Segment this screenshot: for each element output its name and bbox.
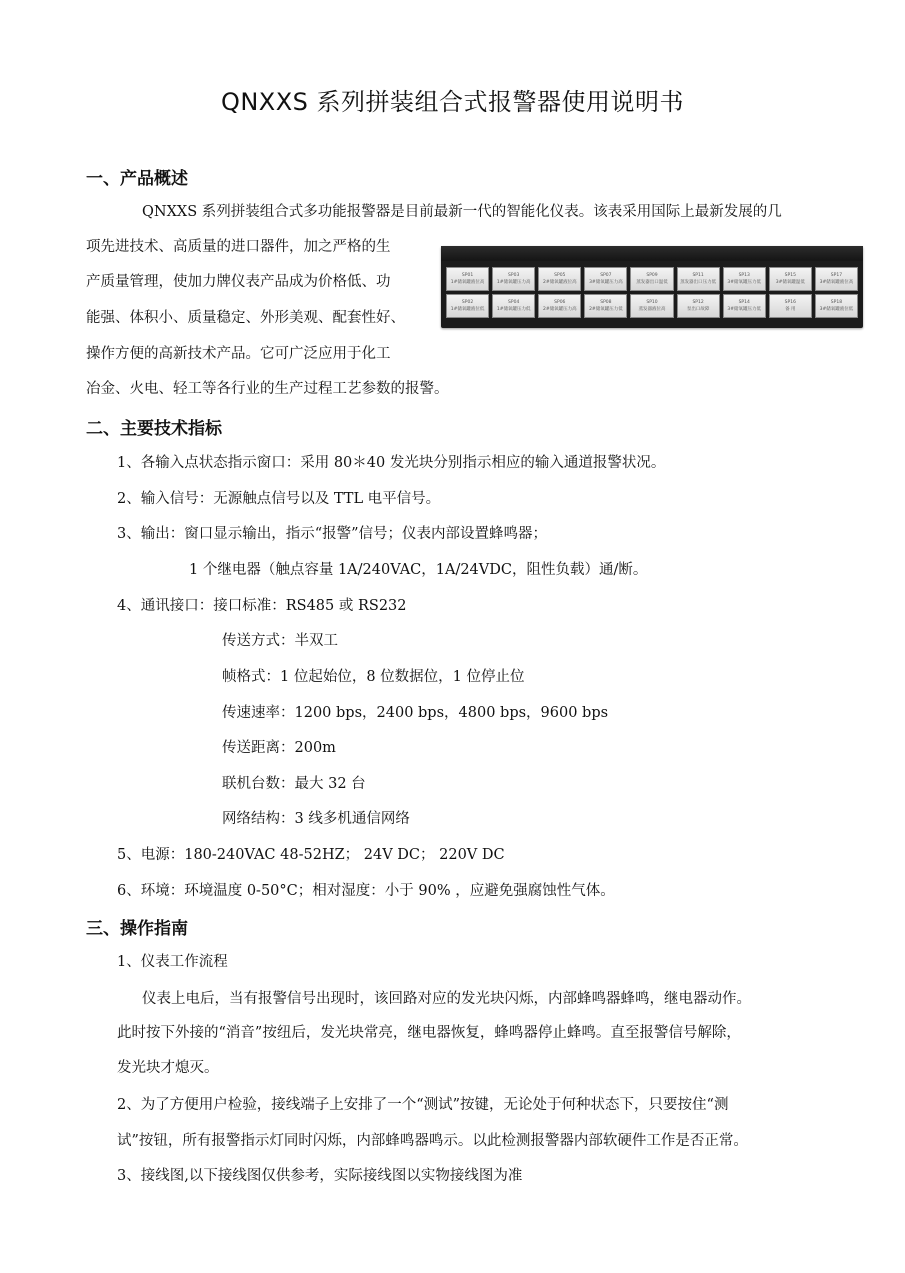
indicator-label: 1#储氧罐压力高: [496, 280, 531, 285]
indicator-window: [723, 294, 766, 318]
indicator-label: 2#储氧罐压力高: [542, 307, 577, 312]
s1-line-3: 产质量管理，使加力牌仪表产品成为价格低、功: [86, 274, 391, 290]
indicator-window: [677, 294, 720, 318]
indicator-window: [446, 294, 489, 318]
indicator-code: SP05: [554, 273, 566, 278]
indicator-code: SP16: [784, 300, 796, 305]
s1-line-1: QNXXS 系列拼装组合式多功能报警器是目前最新一代的智能化仪表。该表采用国际上最新发展的几: [142, 204, 782, 220]
indicator-code: SP10: [646, 300, 658, 305]
indicator-window: [584, 294, 627, 318]
indicator-code: SP14: [738, 300, 750, 305]
s2-item-4-units: 联机台数：最大 32 台: [222, 776, 366, 792]
section-2-heading: 二、主要技术指标: [86, 419, 222, 439]
indicator-label: 2#储氧罐压力低: [589, 307, 623, 312]
indicator-label: 3#储氧罐温低: [775, 280, 805, 285]
indicator-label: 蒸发器出口温低: [636, 280, 668, 285]
s2-item-4-rate: 传速速率：1200 bps，2400 bps，4800 bps，9600 bps: [222, 705, 609, 721]
indicator-code: SP12: [692, 300, 704, 305]
indicator-window: [492, 294, 535, 318]
s3-line-5: 2、为了方便用户检验，接线端子上安排了一个“测试”按键，无论处于何种状态下，只要按住“测: [117, 1097, 729, 1113]
indicator-window: [815, 267, 858, 291]
indicator-code: SP01: [461, 273, 474, 278]
indicator-window: [538, 267, 581, 291]
indicator-window: [815, 294, 858, 318]
device-top-strip: [441, 246, 863, 261]
s1-line-4: 能强、体积小、质量稳定、外形美观、配套性好、: [86, 310, 405, 326]
s2-item-4-network: 网络结构：3 线多机通信网络: [222, 811, 410, 827]
s3-line-7: 3、接线图,以下接线图仅供参考，实际接线图以实物接线图为准: [117, 1168, 523, 1184]
indicator-label: 备 用: [785, 307, 796, 312]
indicator-window: [723, 267, 766, 291]
s3-line-2: 仪表上电后，当有报警信号出现时，该回路对应的发光块闪烁，内部蜂鸣器蜂鸣，继电器动作。: [142, 991, 751, 1007]
indicator-code: SP04: [508, 300, 520, 305]
indicator-label: 1#储氧罐液位高: [450, 280, 485, 285]
s3-line-1: 1、仪表工作流程: [117, 954, 228, 970]
indicator-label: 蒸发器出口压力低: [680, 280, 717, 285]
indicator-code: SP13: [738, 273, 750, 278]
s2-item-1: 1、各输入点状态指示窗口：采用 80＊40 发光块分别指示相应的输入通道报警状况。: [117, 455, 666, 471]
indicator-window: [584, 267, 627, 291]
indicator-label: 3#储氧罐液位高: [819, 280, 854, 285]
s2-item-4-mode: 传送方式：半双工: [222, 633, 338, 649]
indicator-code: SP06: [554, 300, 566, 305]
indicator-label: 3#储氧罐压力低: [727, 280, 762, 285]
s2-item-3: 3、输出：窗口显示输出，指示“报警”信号；仪表内部设置蜂鸣器；: [117, 526, 548, 542]
indicator-window: [538, 294, 581, 318]
indicator-code: SP15: [784, 273, 796, 278]
indicator-window: [630, 294, 673, 318]
indicator-code: SP11: [692, 273, 704, 278]
s2-item-5: 5、电源：180-240VAC 48-52HZ； 24V DC； 220V DC: [117, 847, 505, 863]
s3-line-3: 此时按下外接的“消音”按纽后，发光块常亮，继电器恢复，蜂鸣器停止蜂鸣。直至报警信号解除，: [117, 1025, 741, 1041]
indicator-label: 1#储氧罐压力低: [496, 307, 531, 312]
s2-item-4-distance: 传送距离：200m: [222, 740, 336, 756]
indicator-code: SP02: [461, 300, 474, 305]
indicator-code: SP08: [600, 300, 612, 305]
indicator-label: 泵出口故障: [686, 307, 710, 312]
indicator-label: 2#储氧罐液位高: [542, 280, 577, 285]
indicator-window: [492, 267, 535, 291]
s3-line-6: 试”按钮，所有报警指示灯同时闪烁，内部蜂鸣器鸣示。以此检测报警器内部软硬件工作是否正常。: [117, 1133, 748, 1149]
indicator-label: 3#储氧罐压力低: [727, 307, 762, 312]
indicator-code: SP17: [830, 273, 843, 278]
alarm-device-image: [441, 246, 863, 328]
indicator-window: [630, 267, 673, 291]
indicator-label: 蒸发器液位高: [638, 307, 666, 312]
s2-item-6: 6、环境：环境温度 0-50°C；相对湿度：小于 90% ，应避免强腐蚀性气体。: [117, 883, 615, 899]
section-1-heading: 一、产品概述: [86, 169, 188, 189]
indicator-code: SP07: [600, 273, 612, 278]
s1-line-2: 项先进技术、高质量的进口器件，加之严格的生: [86, 239, 391, 255]
s2-item-4: 4、通讯接口：接口标准：RS485 或 RS232: [117, 598, 407, 614]
s2-item-3-relay: 1 个继电器（触点容量 1A/240VAC，1A/24VDC，阻性负载）通/断。: [189, 562, 648, 578]
indicator-label: 3#储氧罐压力高: [589, 280, 623, 285]
indicator-window: [769, 267, 812, 291]
indicator-code: SP09: [646, 273, 658, 278]
s2-item-2: 2、输入信号：无源触点信号以及 TTL 电平信号。: [117, 491, 441, 507]
indicator-window: [769, 294, 812, 318]
indicator-label: 3#储氧罐液位低: [819, 307, 854, 312]
indicator-code: SP18: [830, 300, 843, 305]
s3-line-4: 发光块才熄灭。: [117, 1060, 219, 1076]
indicator-code: SP03: [508, 273, 520, 278]
indicator-grid: [446, 267, 858, 318]
s1-line-5: 操作方便的高新技术产品。它可广泛应用于化工: [86, 346, 391, 362]
indicator-label: 1#储氧罐液位低: [450, 307, 485, 312]
indicator-window: [677, 267, 720, 291]
section-3-heading: 三、操作指南: [86, 919, 188, 939]
document-title: QNXXS 系列拼装组合式报警器使用说明书: [220, 88, 685, 116]
indicator-window: [446, 267, 489, 291]
s2-item-4-frame: 帧格式：1 位起始位，8 位数据位，1 位停止位: [222, 669, 525, 685]
s1-line-6: 冶金、火电、轻工等各行业的生产过程工艺参数的报警。: [86, 381, 449, 397]
